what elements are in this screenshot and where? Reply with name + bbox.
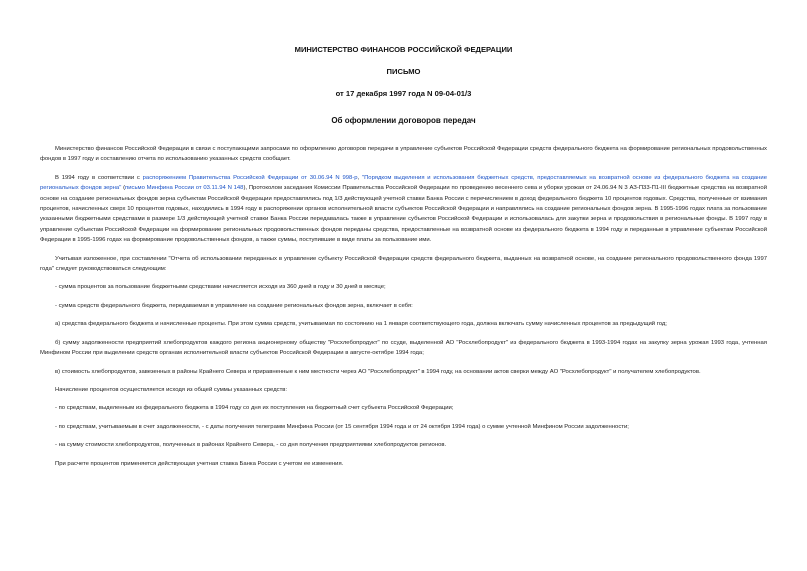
document-subject: Об оформлении договоров передач bbox=[331, 116, 476, 125]
list-item-c: в) стоимость хлебопродуктов, завезенных в районы Крайнего Севера и приравненные к ним местности через АО "Росхлебопродукт" в 1994 году, на основании актов сверки между АО "Росхлебопродукт" и получателем хлебопродуктов. bbox=[55, 368, 701, 375]
text-segment: , bbox=[357, 174, 362, 181]
document-date-number: от 17 декабря 1997 года N 09-04-01/3 bbox=[335, 89, 472, 98]
list-item-interest-basis: - сумма процентов за пользование бюджетными средствами начисляется исходя из 360 дней в году и 30 дней в месяце; bbox=[55, 284, 386, 291]
list-item-federal-1994: - по средствам, выделенным из федерального бюджета в 1994 году со дня их поступления на бюджетный счет субъекта Российской Федерации; bbox=[55, 405, 454, 412]
list-item-a: а) средства федерального бюджета и начисленные проценты. При этом сумма средств, учитываемая по состоянию на 1 января соответствующего года, должна включать сумму начисленных процентов за предыдущий год; bbox=[55, 321, 667, 328]
list-item-far-north: - на сумму стоимости хлебопродуктов, полученных в районах Крайнего Севера, - со дня получения предприятиями хлебопродуктов регионов. bbox=[55, 442, 447, 449]
link-procedure[interactable]: "Порядком выделения и использования бюджетных средств, предоставляемых на возвратной основе из федерального бюджета на создание региональных фондов зерна" bbox=[40, 174, 767, 192]
link-minfin-letter[interactable]: письмо Минфина России от 03.11.94 N 148 bbox=[125, 185, 244, 192]
link-government-order[interactable]: распоряжением Правительства Российской Федерации от 30.06.94 N 998-р bbox=[142, 174, 358, 181]
paragraph-rate: При расчете процентов применяется действующая учетная ставка Банка России с учетом ее изменения. bbox=[55, 460, 344, 467]
paragraph-guidance: Учитывая изложенное, при составлении "Отчета об использовании переданных в управление субъекту Российской Федерации средств федерального бюджета, выданных на возвратной основе, на создание регионального продовольственного фонда 1997 года" следует руководствоваться следующим: bbox=[40, 255, 767, 273]
text-segment: ( bbox=[121, 185, 126, 192]
paragraph-interest-calculation: Начисление процентов осуществляется исходя из общей суммы указанных средств: bbox=[55, 386, 288, 393]
text-segment: ), Протоколом заседания Комиссии Правительства Российской Федерации по проведению весеннего сева и уборки урожая от 24.06.94 N 3 АЗ-П33-П1-III бюджетные средства на возвратной основе на создание региональных фондов зерна субъектам Российской Федерации предоставлялись под 1/3 действующей учетной ставки Банка России с перечислением в доход федерального бюджета 10 процентов годовых. Средства, полученные от взимания процентов, начисленных сверх 10 процентов годовых, находились в 1994 году в распоряжении органов исполнительной власти субъектов Российской Федерации и направлялись на создание региональных фондов зерна. В 1995-1996 годах плата за пользование указанными бюджетными средствами в размере 1/3 действующей учетной ставки Банка России передавалась также в управление субъектов Российской Федерации и использовалась для закупки зерна и продовольствия в региональные фонды. В 1997 году в управление субъектам Российской Федерации на формирование региональных продовольственных фондов переданы средства, предоставленные на возвратной основе из федерального бюджета в 1994 году и переданные в управление субъектам Российской Федерации в 1995-1996 годах на формирование продовольственных фондов, а также суммы, поступившие в виде платы за пользование ими. bbox=[40, 185, 767, 244]
list-item-b: б) сумму задолженности предприятий хлебопродуктов каждого региона акционерному обществу "Росхлебопродукт" по ссуде, выделенной АО "Росхлебопродукт" из федерального бюджета в 1993-1994 годах на закупку зерна урожая 1993 года, учтенная Минфином России при выделении средств органам исполнительной власти субъектов Российской Федерации в августе-октябре 1994 года; bbox=[40, 339, 767, 357]
paragraph-intro: Министерство финансов Российской Федерации в связи с поступающими запросами по оформлению договоров передачи в управление субъектов Российской Федерации средств федерального бюджета на формирование региональных продовольственных фондов в 1997 году и составлению отчета по использованию указанных средств сообщает. bbox=[40, 146, 767, 163]
text-segment: В 1994 году в соответствии с bbox=[55, 174, 143, 181]
list-item-federal-funds: - сумма средств федерального бюджета, передаваемая в управление на создание региональных фондов зерна, включает в себя: bbox=[55, 302, 413, 309]
ministry-heading: МИНИСТЕРСТВО ФИНАНСОВ РОССИЙСКОЙ ФЕДЕРАЦИИ bbox=[294, 45, 513, 54]
paragraph-legal-basis bbox=[40, 173, 767, 246]
document-type: ПИСЬМО bbox=[386, 67, 421, 76]
list-item-debt-offset: - по средствам, учитываемым в счет задолженности, - с даты получения телеграмм Минфина России (от 15 сентября 1994 года и от 24 октября 1994 года) о сумме учтенной Минфином России задолженности; bbox=[55, 423, 629, 430]
